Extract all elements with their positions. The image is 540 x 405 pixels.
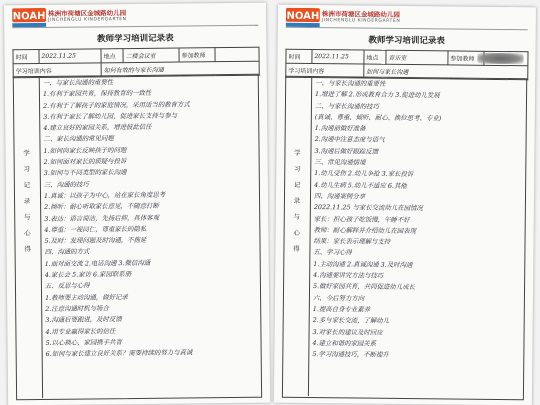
note-line: 4.尊重：一视同仁，尊重家长的隐私 [44,224,147,234]
time-value: 2022.11.25 [39,49,101,64]
note-line: 2022.11.25 与家长交流幼儿在园情况 [313,203,423,213]
form-title: 教师学习培训记录表 [368,35,445,47]
note-line: (真诚、尊重、倾听、耐心、换位思考、专业) [314,112,442,123]
note-line: 6.如何与家长建立良好关系？需要持续的努力与真诚 [45,348,193,359]
note-line: 1.真诚：以孩子为中心，站在家长角度思考 [43,190,166,200]
location-value: 音乐室 [386,50,448,65]
location-value: 二楼会议室 [123,48,179,63]
school-logo [286,8,320,28]
record-sheet-left [4,3,270,405]
location-label: 地点 [101,49,123,63]
school-name: 株洲市荷塘区金城路幼儿园 [48,9,127,18]
note-line: 教师：耐心解释并介绍幼儿在园表现 [313,225,416,235]
note-line: 3.表达：语言简洁，先扬后抑，具体客观 [44,213,160,223]
note-line: 三、常见沟通情境 [314,158,366,167]
note-line: 五、反思与心得 [44,281,90,291]
note-line: 5.做好家园共育，共同促进幼儿成长 [313,282,416,292]
note-line: 4.建立良好的家园关系，增进彼此信任 [43,123,152,133]
note-line: 二、家长沟通的常见问题 [43,134,114,144]
side-label: 学 习 记 录 与 心 得 [293,148,301,253]
note-line: 4.建立和谐的家园关系 [312,338,377,348]
content-label: 学习培训内容 [286,63,364,78]
note-line: 4.家长会 5.家访 6.家园联系册 [44,270,132,280]
note-line: 结果：家长表示理解与支持 [313,237,391,246]
note-line: 六、今后努力方向 [312,293,365,303]
note-line: 2.如何面对家长的质疑与投诉 [43,157,127,167]
note-line: 2.沟通中注意态度与语气 [314,135,385,145]
side-label: 学 习 记 录 与 心 得 [23,149,31,254]
note-line: 一、与家长沟通的重要性 [315,79,386,88]
note-line: 5.以心换心，家园携手共育 [45,337,122,347]
redacted-names [477,53,523,64]
note-line: 4.沟通要讲究方法与技巧 [313,271,384,280]
note-line: 4.幼儿生病 5.幼儿不适应 6.其他 [314,180,407,190]
logo-text: NOAH [12,10,46,23]
note-line: 四、沟通的方式 [44,247,90,257]
note-line: 5.学习沟通技巧，不断提升 [312,350,389,359]
note-line: 1.教师要主动沟通，做好记录 [45,292,128,302]
note-line: 一、与家长沟通的重要性 [42,78,114,87]
note-line: 四、沟通案例分享 [313,192,366,201]
note-line: 家长：担心孩子吃饭慢，午睡不好 [313,214,410,224]
participants-label: 参加教师 [448,51,484,65]
time-label: 时间 [286,49,312,63]
note-line: 3.沟通后做好跟踪反馈 [314,146,379,156]
note-line: 2.多与家长交流，了解幼儿 [312,316,390,326]
school-name-en: JINCHENGLU KINDERGARTEN [48,17,127,23]
note-line: 1.增进了解 2.形成教育合力 3.促进幼儿发展 [315,90,440,100]
note-line: 3.沟通后要跟进，及时反馈 [45,315,122,325]
participants-label: 参加教师 [179,48,215,62]
form-title: 教师学习培训记录表 [97,33,174,45]
note-line: 1.有利于家园共育，保持教育的一致性 [42,89,152,99]
note-line: 2.有利于了解孩子的家庭情况，采用适当的教育方式 [43,100,190,110]
time-label: 时间 [13,50,39,64]
school-name-en: JINCHENGLU KINDERGARTEN [321,18,401,24]
note-line: 3.如何与不同类型的家长沟通 [43,168,127,178]
handwritten-notes [312,78,523,363]
content-label: 学习培训内容 [13,63,101,78]
note-line: 二、与家长沟通的技巧 [314,101,379,111]
note-line: 1.幼儿受伤 2.幼儿争抢 3.家长投诉 [314,169,414,179]
logo-text: NOAH [286,10,320,23]
note-line: 1.面对面交流 2.电话沟通 3.微信沟通 [44,258,151,268]
note-line: 1.如何向家长反映孩子的问题 [43,145,127,155]
note-line: 3.对家长的建议及时回应 [312,327,383,337]
note-line: 3.有利于家长了解幼儿园，促进家长支持与参与 [43,111,178,121]
topic-value: 如何有效的与家长沟通 [101,61,259,77]
topic-value: 如何与家长沟通 [364,64,528,80]
time-value: 2022.11.25 [312,50,364,65]
note-line: 5.及时：发现问题及时沟通，不拖延 [44,236,147,246]
note-line: 1.提高自身专业素养 [312,304,371,314]
note-line: 三、沟通的技巧 [43,180,89,189]
note-line: 1.沟通前做好准备 [314,124,366,133]
participants-value [215,47,259,61]
school-name: 株洲市荷塘区金城路幼儿园 [321,10,400,19]
note-line: 2.注意沟通时机与场合 [45,304,109,313]
note-line: 五、学习心得 [313,248,352,257]
note-line: 4.用专业赢得家长的信任 [45,326,116,336]
note-line: 2.倾听：耐心听取家长意见，不随意打断 [44,202,159,212]
record-sheet-right [274,5,536,405]
school-logo [12,8,46,28]
location-label: 地点 [364,50,386,64]
note-line: 1.主动沟通 2.真诚沟通 3.及时沟通 [313,259,413,269]
handwritten-notes [43,76,258,361]
